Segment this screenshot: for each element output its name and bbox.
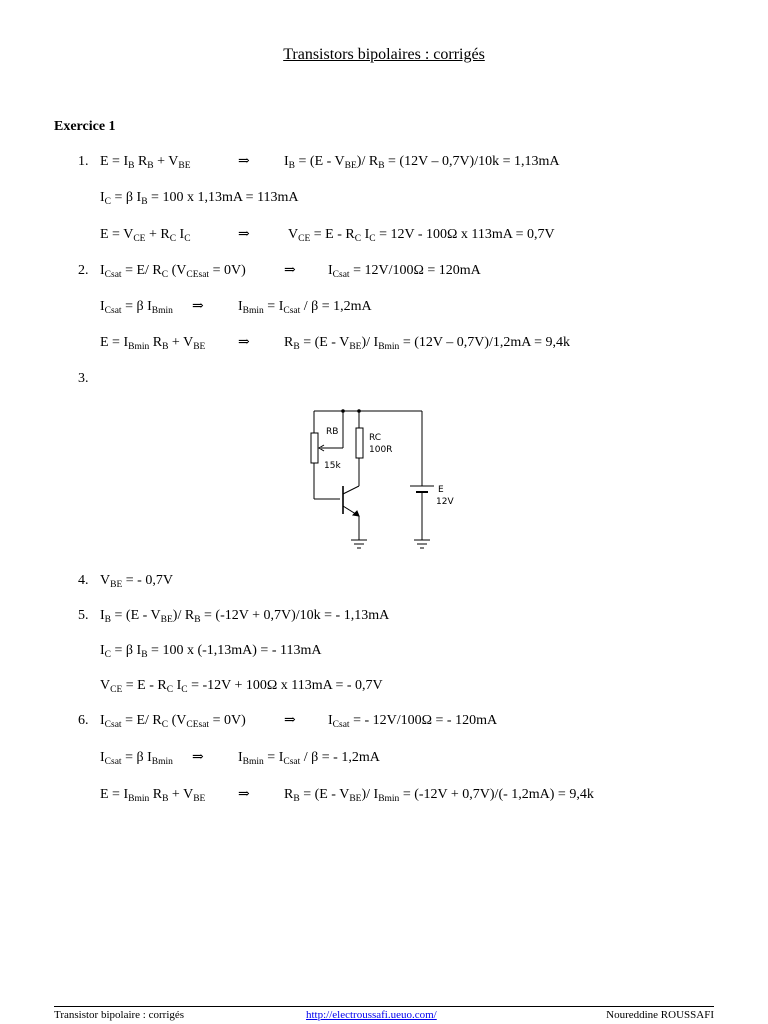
equation: $V_{BE}$ = - 0,7V [100,573,173,590]
battery-value: 12V [436,497,454,507]
footer-left: Transistor bipolaire : corrigés [54,1009,185,1021]
item-number: 2. [78,263,89,278]
equation: $R_B = (E - V_{BE})/$ $I_{Bmin} = (-12V + 0,7V)/(-$ 1,2mA) = 9,4k [284,787,594,804]
rc-resistor [356,428,363,458]
equation: $E = I_{Bmin}$ $R_B + V_{BE}$ [100,335,206,352]
equation: $V_{CE} = E - R_C$ $I_C = -12V + 100\Omega$ x 113mA = - 0,7V [100,678,383,695]
battery-label: E [438,485,444,495]
equation: $R_B = (E - V_{BE})/$ $I_{Bmin} = (12V - 0,7V)/1,2mA = 9,4k$ [284,335,571,352]
rb-label: RB [326,427,339,437]
equation: $E = I_B$ $R_B + V_{BE}$ [100,154,191,171]
equation: $I_{Bmin} = I_{Csat} / \beta = 1,2mA$ [238,299,372,316]
implies-arrow: ⇒ [238,787,250,802]
rc-label: RC [369,433,382,443]
equation: $E = I_{Bmin}$ $R_B + V_{BE}$ [100,787,206,804]
equation: $I_{Csat} = \beta$ $I_{Bmin}$ [100,299,173,316]
equation: $E = V_{CE} + R_C$ $I_C$ [100,227,191,244]
equation: $I_C = \beta$ $I_B = 100$ x (-1,13mA) = - 113mA [100,643,322,660]
item-number: 1. [78,154,89,169]
equation: $V_{CE} = E - R_C$ $I_C = 12V - 100\Omega$ x 113mA = 0,7V [288,227,555,244]
item-number: 3. [78,371,89,386]
implies-arrow: ⇒ [192,750,204,765]
item-number: 4. [78,573,89,588]
exercise-heading: Exercice 1 [54,119,116,134]
implies-arrow: ⇒ [238,227,250,242]
equation: $I_B = (E - V_{BE})/$ $R_B = (-12V + 0,7V)/10k$ = - 1,13mA [100,608,390,625]
item-number: 5. [78,608,89,623]
equation: $I_{Csat}$ = - 12V/100Ω = - 120mA [328,713,498,730]
footer-author: Noureddine ROUSSAFI [606,1009,714,1021]
rb-value: 15k [324,461,341,471]
item-number: 6. [78,713,89,728]
equation: $I_{Csat} = 12V/100\Omega = 120mA$ [328,263,481,280]
footer-link[interactable]: http://electroussafi.ueuo.com/ [306,1009,437,1021]
equation: $I_C = \beta$ $I_B = 100$ x 1,13mA = 113mA [100,190,299,207]
equation: $I_{Csat} = \beta$ $I_{Bmin}$ [100,750,173,767]
rc-value: 100R [369,445,393,455]
circuit-diagram [300,400,454,560]
equation: $I_B = (E - V_{BE})/$ $R_B = (12V - 0,7V)/10k = 1,13mA$ [284,154,560,171]
equation: $I_{Csat} = E/$ $R_C$ $(V_{CEsat} = 0V)$ [100,263,246,280]
equation: $I_{Bmin} = I_{Csat} / \beta$ = - 1,2mA [238,750,380,767]
implies-arrow: ⇒ [238,335,250,350]
page-title: Transistors bipolaires : corrigés [283,46,485,63]
implies-arrow: ⇒ [238,154,250,169]
implies-arrow: ⇒ [284,713,296,728]
footer-rule [54,1006,714,1007]
implies-arrow: ⇒ [192,299,204,314]
equation: $I_{Csat} = E/$ $R_C$ $(V_{CEsat} = 0V)$ [100,713,246,730]
rb-resistor [311,433,318,463]
implies-arrow: ⇒ [284,263,296,278]
